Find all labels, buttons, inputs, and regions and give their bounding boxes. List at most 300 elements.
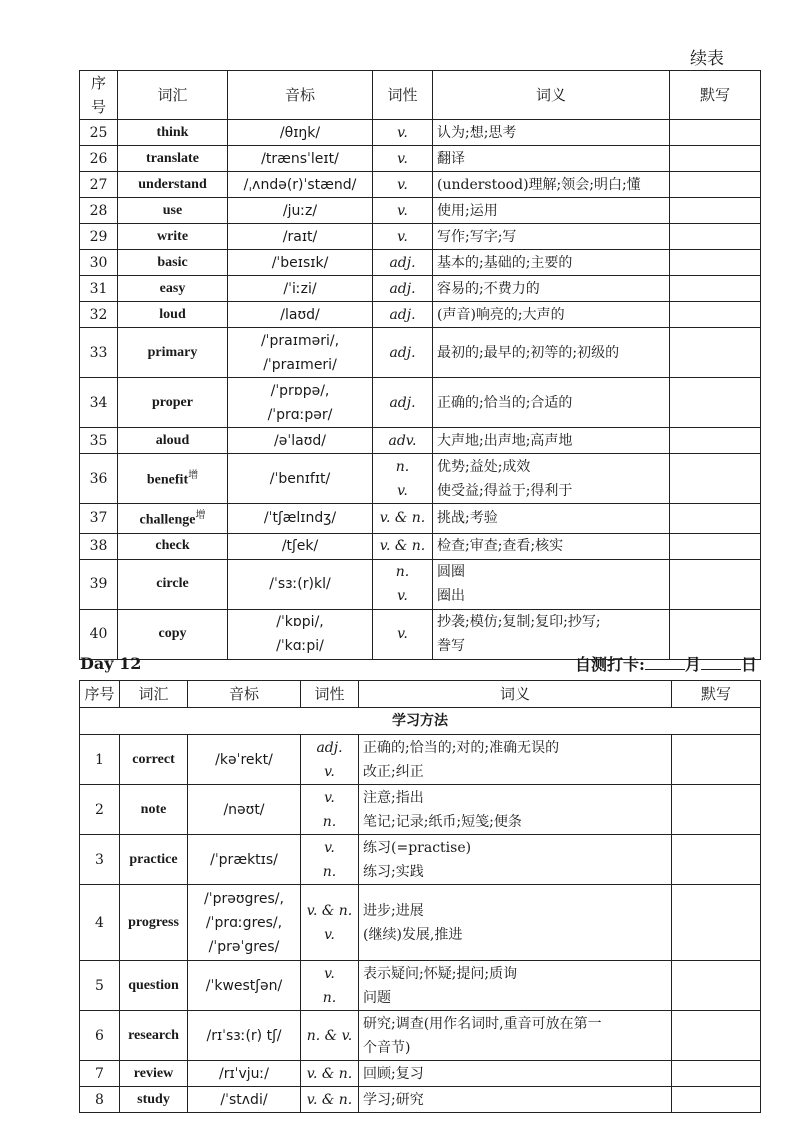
pos-line: v.: [397, 124, 408, 141]
table-row: [80, 250, 761, 276]
pos-line: v.: [397, 482, 408, 499]
self-test-checkin: [575, 652, 757, 675]
row-number: 32: [80, 302, 118, 328]
meaning-cell: [433, 224, 670, 250]
pos-cell: [373, 533, 433, 559]
section-row: [80, 708, 761, 735]
phonetic-line: /tʃek/: [281, 538, 319, 555]
pos-line: n.: [395, 564, 410, 581]
header-word: 词汇: [120, 681, 188, 708]
vocab-word: [120, 961, 188, 1011]
meaning-line: 最初的;最早的;初等的;初级的: [437, 344, 620, 361]
pos-line: v.: [324, 763, 335, 780]
phonetic-line: /ˈsɜː(r)kl/: [269, 576, 331, 593]
dictation-cell[interactable]: [672, 785, 761, 835]
pos-line: adj.: [389, 254, 416, 271]
word-text: review: [133, 1065, 174, 1081]
table-header-row: [80, 71, 761, 120]
checkin-month: 月: [684, 655, 701, 674]
phonetic-line: /laʊd/: [280, 306, 320, 323]
row-number: 36: [80, 454, 118, 504]
word-text: question: [128, 977, 179, 993]
pos-cell: [373, 120, 433, 146]
table-row: [80, 735, 761, 785]
phonetic-cell: [228, 198, 373, 224]
header-phonetic: 音标: [188, 681, 301, 708]
pos-line: v.: [397, 202, 408, 219]
meaning-line: 写作;写字;写: [437, 228, 517, 245]
row-number: 27: [80, 172, 118, 198]
row-number: 38: [80, 533, 118, 559]
meaning-cell: [359, 1087, 672, 1113]
dictation-cell[interactable]: [672, 1061, 761, 1087]
phonetic-line: /ˈpraɪməri/,: [260, 332, 340, 349]
meaning-cell: [433, 559, 670, 609]
row-number: 35: [80, 428, 118, 454]
meaning-cell: [433, 172, 670, 198]
meaning-line: 回顾;复习: [363, 1065, 424, 1082]
meaning-line: 容易的;不费力的: [437, 280, 540, 297]
meaning-cell: [433, 428, 670, 454]
row-number: 2: [80, 785, 120, 835]
pos-line: adj.: [316, 739, 343, 756]
meaning-cell: [433, 120, 670, 146]
dictation-cell[interactable]: [670, 328, 761, 378]
pos-line: n.: [395, 458, 410, 475]
word-text: practice: [129, 851, 178, 867]
meaning-line: 注意;指出: [363, 789, 424, 806]
phonetic-line: /ˈtʃælɪndʒ/: [263, 510, 337, 527]
phonetic-cell: [228, 533, 373, 559]
phonetic-cell: [228, 302, 373, 328]
phonetic-line: /ˌʌndə(r)ˈstænd/: [243, 176, 357, 193]
dictation-cell[interactable]: [670, 302, 761, 328]
pos-line: n.: [322, 813, 337, 830]
pos-cell: [373, 250, 433, 276]
vocab-word: [118, 250, 228, 276]
meaning-cell: [433, 250, 670, 276]
phonetic-cell: [228, 224, 373, 250]
continuation-label: 续表: [690, 49, 724, 69]
pos-cell: [373, 559, 433, 609]
pos-line: adj.: [389, 280, 416, 297]
phonetic-cell: [228, 146, 373, 172]
phonetic-cell: [188, 835, 301, 885]
row-number: 8: [80, 1087, 120, 1113]
phonetic-line: /ˈprəʊgres/,: [204, 890, 284, 907]
row-number: 7: [80, 1061, 120, 1087]
meaning-cell: [359, 1011, 672, 1061]
dictation-cell[interactable]: [670, 454, 761, 504]
table-row: [80, 224, 761, 250]
phonetic-cell: [188, 735, 301, 785]
row-number: 30: [80, 250, 118, 276]
word-text: circle: [156, 576, 189, 592]
pos-line: n.: [322, 989, 337, 1006]
pos-cell: [301, 735, 359, 785]
header-phonetic: 音标: [228, 71, 373, 120]
pos-cell: [301, 785, 359, 835]
row-number: 25: [80, 120, 118, 146]
phonetic-line: /ˈkɒpi/,: [276, 614, 324, 631]
vocab-word: [120, 1061, 188, 1087]
meaning-line: 正确的;恰当的;合适的: [437, 394, 573, 411]
meaning-cell: [359, 735, 672, 785]
phonetic-line: /nəʊt/: [223, 801, 265, 818]
added-word-tag: 增: [188, 470, 199, 482]
pos-cell: [301, 885, 359, 961]
vocab-word: [118, 120, 228, 146]
table-row: [80, 1061, 761, 1087]
meaning-cell: [359, 1061, 672, 1087]
phonetic-line: /juːz/: [282, 202, 318, 219]
meaning-cell: [433, 454, 670, 504]
month-blank[interactable]: [645, 653, 685, 670]
row-number: 34: [80, 378, 118, 428]
pos-line: v.: [324, 965, 335, 982]
header-dictation: 默写: [670, 71, 761, 120]
pos-cell: [373, 172, 433, 198]
vocab-word: [120, 1087, 188, 1113]
word-text: understand: [138, 176, 207, 192]
phonetic-line: /ˈprɒpə/,: [270, 382, 330, 399]
row-number: 33: [80, 328, 118, 378]
word-text: check: [155, 538, 190, 554]
dictation-cell[interactable]: [670, 276, 761, 302]
meaning-line: 进步;进展: [363, 902, 424, 919]
pos-line: v. & n.: [379, 510, 426, 527]
meaning-line: 誊写: [437, 638, 465, 655]
header-word: 词汇: [118, 71, 228, 120]
pos-cell: [373, 302, 433, 328]
phonetic-cell: [188, 1011, 301, 1061]
word-text: primary: [147, 344, 198, 360]
word-text: basic: [157, 254, 188, 270]
meaning-cell: [433, 276, 670, 302]
meaning-line: 优势;益处;成效: [437, 458, 531, 475]
table-row: [80, 885, 761, 961]
pos-line: v.: [397, 228, 408, 245]
meaning-cell: [433, 504, 670, 534]
pos-cell: [373, 224, 433, 250]
phonetic-line: /ˈprɑːpər/: [267, 406, 333, 423]
word-text: study: [137, 1091, 170, 1107]
table-row: [80, 454, 761, 504]
dictation-cell[interactable]: [672, 961, 761, 1011]
meaning-line: 基本的;基础的;主要的: [437, 254, 573, 271]
pos-line: v. & n.: [306, 1065, 353, 1082]
phonetic-line: /kəˈrekt/: [215, 751, 273, 768]
vocab-table-1: [79, 70, 761, 660]
dictation-cell[interactable]: [670, 533, 761, 559]
meaning-cell: [359, 835, 672, 885]
vocab-word: [118, 302, 228, 328]
pos-cell: [301, 1061, 359, 1087]
meaning-cell: [359, 961, 672, 1011]
phonetic-line: /rɪˈsɜː(r) tʃ/: [206, 1027, 282, 1044]
pos-line: n.: [322, 863, 337, 880]
meaning-line: 使用;运用: [437, 202, 498, 219]
phonetic-cell: [188, 785, 301, 835]
table-row: [80, 428, 761, 454]
meaning-line: 练习;实践: [363, 863, 424, 880]
phonetic-line: /θɪŋk/: [279, 124, 321, 141]
vocab-table-2: [79, 680, 761, 1113]
meaning-line: 改正;纠正: [363, 763, 424, 780]
meaning-line: 挑战;考验: [437, 510, 498, 527]
phonetic-line: /ˈkwestʃən/: [205, 977, 283, 994]
meaning-line: (继续)发展,推进: [363, 926, 463, 943]
word-text: copy: [158, 626, 187, 642]
meaning-line: 学习;研究: [363, 1091, 424, 1108]
dictation-cell[interactable]: [670, 378, 761, 428]
table-row: [80, 559, 761, 609]
phonetic-cell: [228, 454, 373, 504]
row-number: 31: [80, 276, 118, 302]
meaning-line: 圈出: [437, 588, 465, 605]
meaning-line: 个音节): [363, 1039, 411, 1056]
table-row: [80, 120, 761, 146]
vocab-word: [118, 224, 228, 250]
header-pos: 词性: [301, 681, 359, 708]
word-text: challenge: [139, 512, 196, 528]
phonetic-line: /ˈkɑːpi/: [276, 638, 324, 655]
pos-cell: [301, 1011, 359, 1061]
dictation-cell[interactable]: [670, 504, 761, 534]
phonetic-cell: [228, 328, 373, 378]
phonetic-line: /ˈstʌdi/: [220, 1091, 268, 1108]
word-text: write: [156, 228, 189, 244]
dictation-cell[interactable]: [670, 120, 761, 146]
meaning-line: 问题: [363, 989, 391, 1006]
phonetic-cell: [188, 961, 301, 1011]
vocab-word: [118, 533, 228, 559]
meaning-line: 抄袭;模仿;复制;复印;抄写;: [437, 614, 601, 631]
row-number: 4: [80, 885, 120, 961]
meaning-cell: [433, 146, 670, 172]
word-text: progress: [128, 914, 179, 930]
row-number: 39: [80, 559, 118, 609]
dictation-cell[interactable]: [672, 1087, 761, 1113]
pos-cell: [373, 276, 433, 302]
pos-line: v. & n.: [306, 902, 353, 919]
word-text: easy: [159, 280, 186, 296]
dictation-cell[interactable]: [670, 146, 761, 172]
vocab-word: [120, 835, 188, 885]
day-label: Day 12: [80, 654, 142, 673]
table-row: [80, 172, 761, 198]
added-word-tag: 增: [195, 510, 206, 521]
header-pos: 词性: [373, 71, 433, 120]
meaning-line: 表示疑问;怀疑;提问;质询: [363, 965, 518, 982]
meaning-line: (声音)响亮的;大声的: [437, 306, 565, 323]
vocab-word: [118, 146, 228, 172]
phonetic-line: /ˈbenɪfɪt/: [269, 470, 331, 487]
phonetic-cell: [188, 1087, 301, 1113]
meaning-cell: [433, 198, 670, 224]
header-dictation: 默写: [672, 681, 761, 708]
meaning-cell: [359, 885, 672, 961]
dictation-cell[interactable]: [670, 428, 761, 454]
word-text: aloud: [155, 432, 190, 448]
phonetic-line: /ˈbeɪsɪk/: [271, 254, 329, 271]
phonetic-cell: [228, 276, 373, 302]
day-blank[interactable]: [701, 653, 741, 670]
pos-line: v.: [397, 626, 408, 643]
vocab-word: [120, 1011, 188, 1061]
phonetic-cell: [188, 1061, 301, 1087]
pos-cell: [373, 454, 433, 504]
dictation-cell[interactable]: [670, 224, 761, 250]
pos-cell: [373, 428, 433, 454]
pos-line: v.: [397, 150, 408, 167]
pos-line: adj.: [389, 394, 416, 411]
vocab-word: [118, 172, 228, 198]
table-row: [80, 835, 761, 885]
pos-cell: [373, 328, 433, 378]
phonetic-line: /ˈpræktɪs/: [210, 851, 278, 868]
phonetic-cell: [188, 885, 301, 961]
pos-line: v. & n.: [379, 538, 426, 555]
pos-line: v.: [397, 176, 408, 193]
phonetic-cell: [228, 378, 373, 428]
pos-line: adj.: [389, 344, 416, 361]
meaning-cell: [433, 378, 670, 428]
word-text: use: [162, 202, 183, 218]
row-number: 1: [80, 735, 120, 785]
word-text: think: [156, 124, 189, 140]
table-row: [80, 276, 761, 302]
row-number: 6: [80, 1011, 120, 1061]
section-title: 学习方法: [80, 708, 761, 735]
vocab-word: [118, 504, 228, 534]
phonetic-line: /raɪt/: [282, 228, 318, 245]
phonetic-cell: [228, 120, 373, 146]
dictation-cell[interactable]: [670, 172, 761, 198]
pos-line: v. & n.: [306, 1091, 353, 1108]
meaning-line: 圆圈: [437, 564, 465, 581]
dictation-cell[interactable]: [672, 885, 761, 961]
meaning-line: 翻译: [437, 150, 465, 167]
vocab-word: [118, 559, 228, 609]
phonetic-cell: [228, 609, 373, 659]
phonetic-cell: [228, 172, 373, 198]
meaning-line: 正确的;恰当的;对的;准确无误的: [363, 739, 560, 756]
meaning-line: 使受益;得益于;得利于: [437, 482, 573, 499]
table-row: [80, 1011, 761, 1061]
checkin-day: 日: [740, 655, 757, 674]
row-number: 3: [80, 835, 120, 885]
vocab-word: [120, 885, 188, 961]
meaning-cell: [433, 328, 670, 378]
vocab-word: [118, 454, 228, 504]
meaning-line: 检查;审查;查看;核实: [437, 538, 564, 555]
phonetic-cell: [228, 250, 373, 276]
meaning-cell: [359, 785, 672, 835]
table-row: [80, 533, 761, 559]
row-number: 28: [80, 198, 118, 224]
vocab-word: [118, 276, 228, 302]
vocab-word: [118, 328, 228, 378]
dictation-cell[interactable]: [672, 835, 761, 885]
row-number: 40: [80, 609, 118, 659]
pos-line: n. & v.: [306, 1027, 353, 1044]
phonetic-cell: [228, 559, 373, 609]
phonetic-line: /rɪˈvjuː/: [218, 1065, 269, 1082]
meaning-cell: [433, 302, 670, 328]
pos-cell: [373, 609, 433, 659]
word-text: research: [128, 1027, 179, 1043]
checkin-label: 自测打卡:: [575, 655, 645, 674]
row-number: 29: [80, 224, 118, 250]
pos-cell: [301, 1087, 359, 1113]
table-row: [80, 378, 761, 428]
pos-cell: [373, 378, 433, 428]
meaning-line: 大声地;出声地;高声地: [437, 432, 573, 449]
meaning-line: 研究;调查(用作名词时,重音可放在第一: [363, 1015, 602, 1032]
dictation-cell[interactable]: [670, 198, 761, 224]
phonetic-line: /ˈiːzi/: [283, 280, 317, 297]
word-text: benefit: [146, 472, 189, 488]
vocab-word: [118, 198, 228, 224]
pos-cell: [373, 198, 433, 224]
pos-cell: [373, 146, 433, 172]
phonetic-cell: [228, 504, 373, 534]
meaning-line: (understood)理解;领会;明白;懂: [437, 176, 641, 193]
dictation-cell[interactable]: [672, 735, 761, 785]
table-row: [80, 504, 761, 534]
pos-line: v.: [324, 789, 335, 806]
word-text: note: [140, 801, 167, 817]
header-meaning: 词义: [433, 71, 670, 120]
header-meaning: 词义: [359, 681, 672, 708]
row-number: 37: [80, 504, 118, 534]
vocab-word: [118, 378, 228, 428]
phonetic-line: /trænsˈleɪt/: [261, 150, 339, 167]
table-row: [80, 1087, 761, 1113]
table-row: [80, 302, 761, 328]
word-text: translate: [146, 150, 199, 166]
table-row: [80, 198, 761, 224]
phonetic-line: /ˈprɑːgres/,: [205, 914, 283, 931]
phonetic-line: /ˈpraɪmeri/: [263, 356, 337, 373]
dictation-cell[interactable]: [670, 250, 761, 276]
meaning-line: 笔记;记录;纸币;短笺;便条: [363, 813, 522, 830]
table-row: [80, 328, 761, 378]
header-num: 序号: [80, 681, 120, 708]
vocab-word: [120, 785, 188, 835]
header-num: 序号: [80, 71, 118, 120]
word-text: proper: [152, 394, 193, 410]
phonetic-line: /ˈprəˈgres/: [208, 938, 280, 955]
pos-cell: [301, 961, 359, 1011]
pos-line: v.: [397, 588, 408, 605]
vocab-word: [118, 609, 228, 659]
pos-line: v.: [324, 839, 335, 856]
pos-line: adj.: [389, 306, 416, 323]
dictation-cell[interactable]: [672, 1011, 761, 1061]
table-header-row: [80, 681, 761, 708]
table-row: [80, 961, 761, 1011]
row-number: 26: [80, 146, 118, 172]
word-text: loud: [159, 306, 186, 322]
phonetic-cell: [228, 428, 373, 454]
vocab-word: [120, 735, 188, 785]
phonetic-line: /əˈlaʊd/: [274, 432, 326, 449]
word-text: correct: [132, 751, 175, 767]
vocab-word: [118, 428, 228, 454]
dictation-cell[interactable]: [670, 559, 761, 609]
